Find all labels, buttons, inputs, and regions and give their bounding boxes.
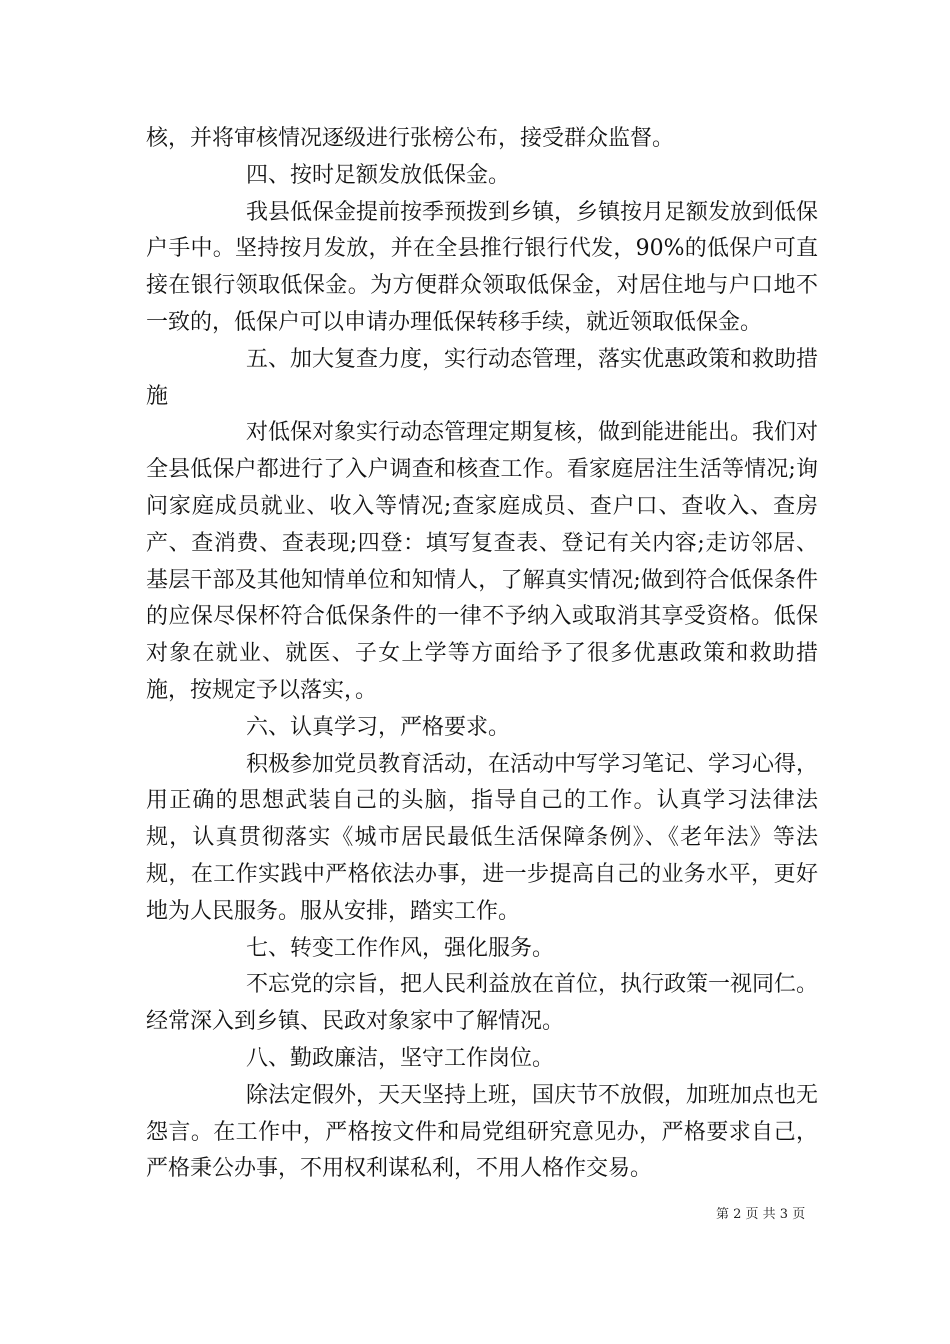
section-heading-5: 五、加大复查力度，实行动态管理，落实优惠政策和救助措施 xyxy=(146,346,819,409)
section-heading-6: 六、认真学习，严格要求。 xyxy=(246,714,511,740)
paragraph: 除法定假外，天天坚持上班，国庆节不放假，加班加点也无怨言。在工作中，严格按文件和局党组研究意见办，严格要求自己，严格秉公办事，不用权利谋私利，不用人格作交易。 xyxy=(146,1082,819,1182)
paragraph: 积极参加党员教育活动，在活动中写学习笔记、学习心得，用正确的思想武装自己的头脑，指导自己的工作。认真学习法律法规，认真贯彻落实《城市居民最低生活保障条例》、《老年法》等法规，在工作实践中严格依法办事，进一步提高自己的业务水平，更好地为人民服务。服从安排，踏实工作。 xyxy=(146,751,819,924)
section-heading-8: 八、勤政廉洁，坚守工作岗位。 xyxy=(246,1045,555,1071)
document-body xyxy=(146,121,818,1188)
page-number: 第 2 页 共 3 页 xyxy=(716,1207,806,1222)
section-heading-4: 四、按时足额发放低保金。 xyxy=(246,162,511,188)
paragraph: 不忘党的宗旨，把人民利益放在首位，执行政策一视同仁。经常深入到乡镇、民政对象家中了解情况。 xyxy=(146,972,819,1035)
section-heading-7: 七、转变工作作风，强化服务。 xyxy=(246,935,555,961)
paragraph-continuation: 核，并将审核情况逐级进行张榜公布，接受群众监督。 xyxy=(146,126,675,151)
paragraph: 对低保对象实行动态管理定期复核，做到能进能出。我们对全县低保户都进行了入户调查和核查工作。看家庭居注生活等情况;询问家庭成员就业、收入等情况;查家庭成员、查户口、查收入、查房产、查消费、查表现;四登：填写复查表、登记有关内容;走访邻居、基层干部及其他知情单位和知情人，了解真实情况;做到符合低保条件的应保尽保杯符合低保条件的一律不予纳入或取消其享受资格。低保对象在就业、就医、子女上学等方面给予了很多优惠政策和救助措施，按规定予以落实，。 xyxy=(146,420,819,703)
paragraph: 我县低保金提前按季预拨到乡镇，乡镇按月足额发放到低保户手中。坚持按月发放，并在全县推行银行代发，90%的低保户可直接在银行领取低保金。为方便群众领取低保金，对居住地与户口地不一致的，低保户可以申请办理低保转移手续，就近领取低保金。 xyxy=(146,199,819,335)
